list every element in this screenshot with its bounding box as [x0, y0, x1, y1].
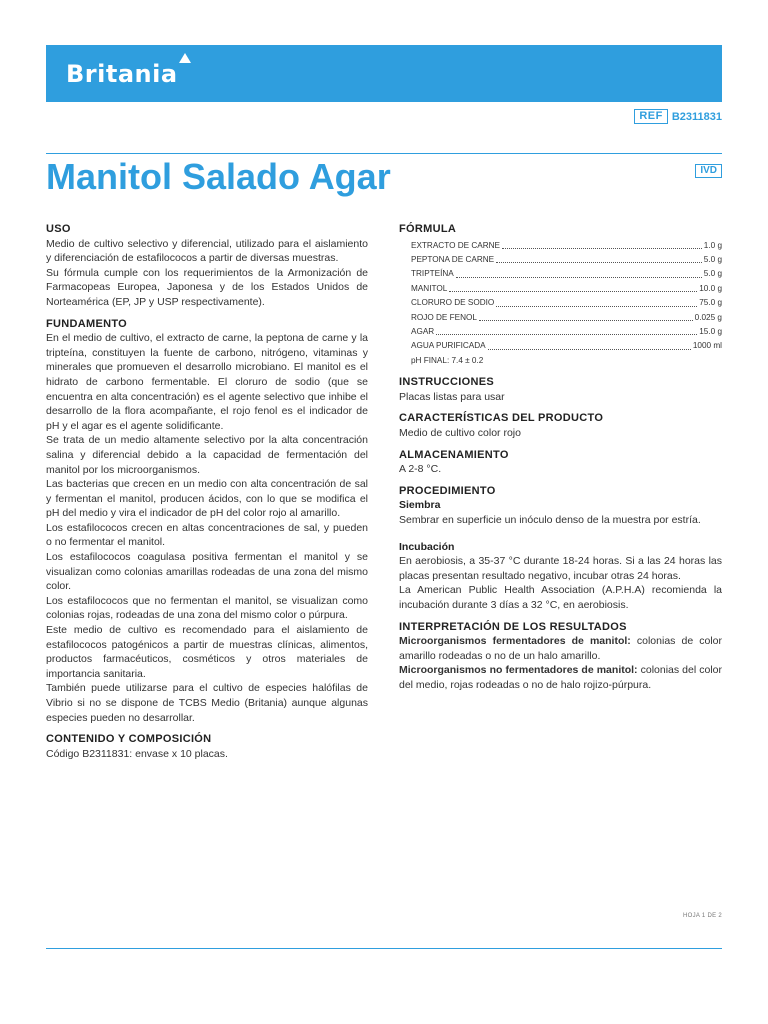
bottom-divider: [46, 948, 722, 949]
section-heading: PROCEDIMIENTO: [399, 484, 496, 497]
page-number: HOJA 1 DE 2: [683, 913, 722, 919]
ivd-badge: IVD: [695, 164, 722, 178]
section-heading: ALMACENAMIENTO: [399, 448, 509, 461]
right-column: [399, 222, 722, 700]
formula-row: AGAR 15.0 g: [411, 327, 722, 337]
subheading-incubacion: Incubación: [399, 540, 455, 553]
paragraph: Su fórmula cumple con los requerimientos de la Armonización de Farmacopeas Europea, Japonesa y de los Estados Unidos de Norteamérica (EP, JP y USP respectivamente).: [46, 266, 368, 308]
header-banner: [46, 45, 722, 102]
paragraph: Los estafilococos que no fermentan el manitol, se visualizan como colonias rojas, rodeadas de una zona del mismo color o púrpura.: [46, 594, 368, 622]
paragraph: Medio de cultivo selectivo y diferencial, utilizado para el aislamiento y diferenciación de estafilococos a partir de diversas muestras.: [46, 237, 368, 265]
left-column: [46, 222, 368, 768]
section-fundamento: [46, 317, 368, 726]
section-heading: FÓRMULA: [399, 223, 457, 235]
label-fermentadores: Microorganismos fermentadores de manitol:: [399, 635, 631, 648]
paragraph: Los estafilococos crecen en altas concentraciones de sal, y pueden o no fermentar el manitol.: [46, 521, 368, 549]
brand-triangle-icon: [179, 53, 191, 63]
brand-logo: Britania: [66, 60, 178, 88]
ph-final: pH FINAL: 7.4 ± 0.2: [411, 355, 484, 365]
top-divider: [46, 153, 722, 154]
formula-table: [399, 239, 722, 369]
formula-row: ROJO DE FENOL 0.025 g: [411, 312, 722, 322]
formula-row: PEPTONA DE CARNE 5.0 g: [411, 255, 722, 264]
formula-row: TRIPTEÍNA 5.0 g: [411, 269, 722, 279]
section-heading: USO: [46, 223, 71, 235]
formula-row: EXTRACTO DE CARNE 1.0 g: [411, 240, 722, 250]
formula-row: AGUA PURIFICADA 1000 ml: [411, 341, 722, 351]
section-heading: CARACTERÍSTICAS DEL PRODUCTO: [399, 412, 604, 425]
section-caracteristicas: [399, 411, 722, 440]
section-uso: [46, 222, 368, 310]
section-instrucciones: [399, 375, 722, 404]
paragraph: Placas listas para usar: [399, 390, 505, 403]
reference-code: [634, 109, 722, 124]
paragraph: Se trata de un medio altamente selectivo por la alta concentración salina y diferencial debido a la capacidad de fermentación del manitol por los microorganismos.: [46, 434, 368, 476]
section-heading: INTERPRETACIÓN DE LOS RESULTADOS: [399, 620, 627, 633]
paragraph: Microorganismos fermentadores de manitol: colonias de color amarillo rodeadas o no de un halo amarillo.: [399, 635, 723, 662]
paragraph: Este medio de cultivo es recomendado para el aislamiento de estafilococos patogénicos a partir de muestras clínicas, alimentos, productos farmacéuticos, cosméticos y otros materiales de importancia sanitaria.: [46, 624, 368, 680]
section-heading: CONTENIDO Y COMPOSICIÓN: [46, 733, 212, 746]
paragraph: También puede utilizarse para el cultivo de especies halófilas de Vibrio si no se dispone de TCBS Medio (Britania) aunque algunas especies pueden no desarrollar.: [46, 682, 368, 724]
paragraph: Medio de cultivo color rojo: [399, 427, 521, 440]
paragraph: Microorganismos no fermentadores de manitol: colonias del color del medio, rojas rodeadas o no de halo rojizo-púrpura.: [399, 664, 722, 691]
formula-row: CLORURO DE SODIO 75.0 g: [411, 298, 722, 308]
subheading-siembra: Siembra: [399, 499, 441, 512]
paragraph: A 2-8 °C.: [399, 463, 442, 476]
ref-code: B2311831: [671, 110, 722, 123]
paragraph: Código B2311831: envase x 10 placas.: [46, 747, 228, 760]
section-almacenamiento: [399, 448, 722, 477]
section-contenido: [46, 732, 368, 761]
paragraph: En el medio de cultivo, el extracto de carne, la peptona de carne y la tripteína, constituyen la fuente de carbono, nitrógeno, vitaminas y minerales que promueven el desarrollo microbiano. El manitol es el hidrato de carbono fermentable. El cloruro de sodio (que se encuentra en alta concentración) es el agente selectivo que inhibe el desarrollo de la flora acompañante, el rojo fenol es el indicador de pH y el agar es el agente solidificante.: [46, 332, 368, 432]
section-heading: FUNDAMENTO: [46, 317, 128, 330]
label-no-fermentadores: Microorganismos no fermentadores de manitol:: [399, 664, 638, 677]
paragraph: Los estafilococos coagulasa positiva fermentan el manitol y se visualizan como colonias amarillas rodeadas de una zona del mismo color.: [46, 551, 368, 593]
section-procedimiento: [399, 484, 722, 613]
paragraph: Sembrar en superficie un inóculo denso de la muestra por estría.: [399, 514, 701, 526]
formula-row: MANITOL 10.0 g: [411, 283, 722, 293]
section-heading: INSTRUCCIONES: [399, 376, 494, 389]
paragraph: Las bacterias que crecen en un medio con alta concentración de sal y fermentan el manitol, producen ácidos, con lo que se modifica el pH del medio y vira el indicador de pH del color rojo al amarillo.: [46, 478, 368, 520]
page-title: Manitol Salado Agar: [46, 156, 391, 197]
paragraph: En aerobiosis, a 35-37 °C durante 18-24 horas. Si a las 24 horas las placas presentan resultado negativo, incubar otras 24 horas.: [399, 555, 722, 582]
paragraph: La American Public Health Association (A.P.H.A) recomienda la incubación durante 3 días a 32 °C, en aerobiosis.: [399, 584, 722, 611]
ref-label: REF: [634, 109, 668, 124]
section-formula: [399, 222, 722, 368]
section-interpretacion: [399, 620, 722, 693]
